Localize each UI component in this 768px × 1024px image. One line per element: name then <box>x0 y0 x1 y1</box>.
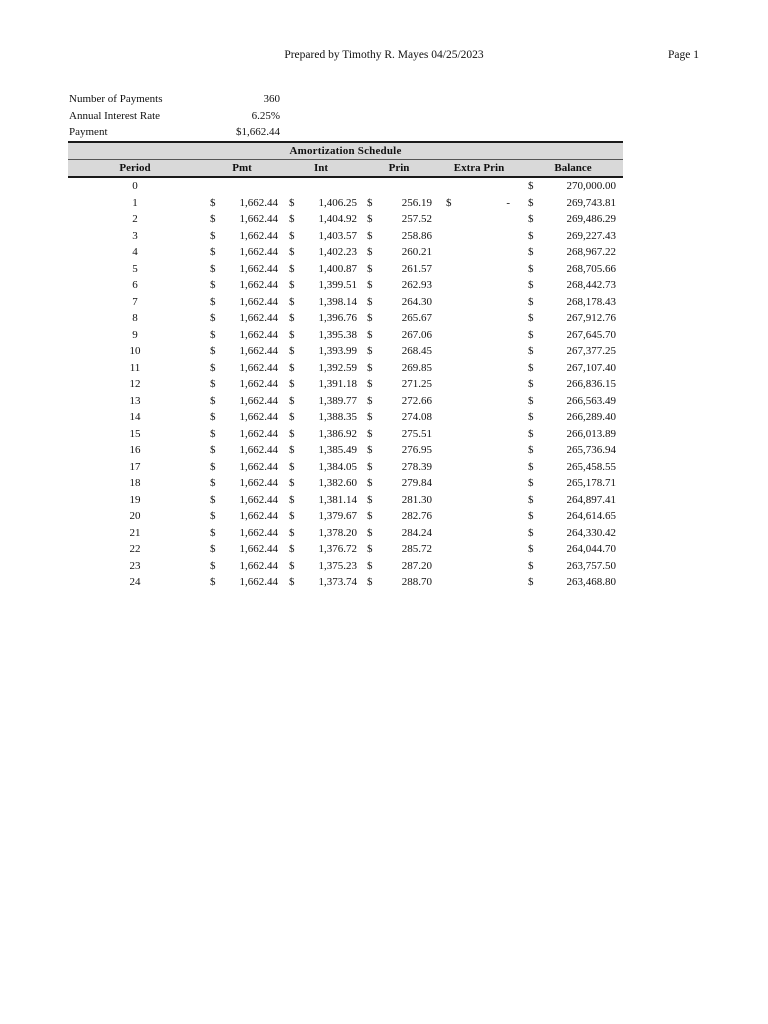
currency-sign: $ <box>528 526 534 539</box>
period-cell: 24 <box>129 576 141 588</box>
int-cell: 1,375.23 <box>318 559 357 572</box>
currency-sign: $ <box>528 460 534 473</box>
table-row <box>68 343 623 360</box>
prin-cell: 256.19 <box>401 196 432 209</box>
int-cell: 1,378.20 <box>318 526 357 539</box>
int-cell: 1,384.05 <box>318 460 357 473</box>
balance-cell: 267,107.40 <box>566 361 616 374</box>
balance-cell: 268,178.43 <box>566 295 616 308</box>
summary-label: Payment <box>69 126 108 139</box>
table-row <box>68 261 623 278</box>
currency-sign: $ <box>289 262 295 275</box>
currency-sign: $ <box>367 444 373 456</box>
int-cell: 1,393.99 <box>318 345 357 357</box>
currency-sign: $ <box>367 510 373 522</box>
int-cell: 1,392.59 <box>318 361 357 374</box>
pmt-cell: 1,662.44 <box>239 444 278 456</box>
pmt-cell: 1,662.44 <box>239 493 278 506</box>
table-row <box>68 211 623 228</box>
currency-sign: $ <box>289 576 295 588</box>
period-cell: 0 <box>132 180 138 192</box>
currency-sign: $ <box>367 526 373 539</box>
currency-sign: $ <box>210 460 216 473</box>
currency-sign: $ <box>210 279 216 291</box>
pmt-cell: 1,662.44 <box>239 196 278 209</box>
table-row <box>68 178 623 195</box>
prin-cell: 262.93 <box>401 279 432 291</box>
balance-cell: 267,912.76 <box>566 312 616 324</box>
pmt-cell: 1,662.44 <box>239 526 278 539</box>
pmt-cell: 1,662.44 <box>239 312 278 324</box>
table-row <box>68 541 623 558</box>
prin-cell: 287.20 <box>401 559 432 572</box>
currency-sign: $ <box>528 444 534 456</box>
balance-cell: 266,836.15 <box>566 378 616 390</box>
currency-sign: $ <box>528 493 534 506</box>
pmt-cell: 1,662.44 <box>239 477 278 489</box>
table-row <box>68 195 623 212</box>
prin-cell: 281.30 <box>401 493 432 506</box>
int-cell: 1,396.76 <box>318 312 357 324</box>
currency-sign: $ <box>289 312 295 324</box>
table-row <box>68 409 623 426</box>
currency-sign: $ <box>289 279 295 291</box>
balance-cell: 264,897.41 <box>566 493 616 506</box>
prin-cell: 275.51 <box>401 427 432 440</box>
pmt-cell: 1,662.44 <box>239 460 278 473</box>
table-row <box>68 558 623 575</box>
prin-cell: 279.84 <box>401 477 432 489</box>
currency-sign: $ <box>289 510 295 522</box>
currency-sign: $ <box>289 394 295 407</box>
balance-cell: 264,044.70 <box>566 543 616 555</box>
balance-cell: 269,486.29 <box>566 213 616 225</box>
prin-cell: 265.67 <box>401 312 432 324</box>
currency-sign: $ <box>210 510 216 522</box>
prin-cell: 260.21 <box>401 246 432 258</box>
currency-sign: $ <box>289 378 295 390</box>
period-cell: 1 <box>132 196 138 209</box>
currency-sign: $ <box>210 394 216 407</box>
prin-cell: 264.30 <box>401 295 432 308</box>
currency-sign: $ <box>289 559 295 572</box>
pmt-cell: 1,662.44 <box>239 213 278 225</box>
currency-sign: $ <box>528 345 534 357</box>
currency-sign: $ <box>289 477 295 489</box>
table-row <box>68 426 623 443</box>
pmt-cell: 1,662.44 <box>239 543 278 555</box>
int-cell: 1,404.92 <box>318 213 357 225</box>
balance-cell: 265,736.94 <box>566 444 616 456</box>
table-row <box>68 492 623 509</box>
prin-cell: 284.24 <box>401 526 432 539</box>
pmt-cell: 1,662.44 <box>239 411 278 423</box>
currency-sign: $ <box>446 196 452 209</box>
prin-cell: 274.08 <box>401 411 432 423</box>
currency-sign: $ <box>289 229 295 242</box>
column-header-period: Period <box>119 162 151 174</box>
prin-cell: 285.72 <box>401 543 432 555</box>
currency-sign: $ <box>289 328 295 341</box>
currency-sign: $ <box>289 246 295 258</box>
pmt-cell: 1,662.44 <box>239 262 278 275</box>
currency-sign: $ <box>210 543 216 555</box>
pmt-cell: 1,662.44 <box>239 246 278 258</box>
currency-sign: $ <box>367 328 373 341</box>
period-cell: 21 <box>129 526 141 539</box>
currency-sign: $ <box>210 411 216 423</box>
int-cell: 1,379.67 <box>318 510 357 522</box>
currency-sign: $ <box>528 559 534 572</box>
page-header <box>0 47 768 63</box>
period-cell: 19 <box>129 493 141 506</box>
column-header-pmt: Pmt <box>232 162 252 174</box>
currency-sign: $ <box>289 295 295 308</box>
currency-sign: $ <box>367 378 373 390</box>
pmt-cell: 1,662.44 <box>239 378 278 390</box>
period-cell: 18 <box>129 477 141 489</box>
balance-cell: 266,013.89 <box>566 427 616 440</box>
pmt-cell: 1,662.44 <box>239 361 278 374</box>
currency-sign: $ <box>528 361 534 374</box>
summary-value: 6.25% <box>251 109 280 122</box>
balance-cell: 263,468.80 <box>566 576 616 588</box>
currency-sign: $ <box>367 361 373 374</box>
balance-cell: 269,743.81 <box>566 196 616 209</box>
currency-sign: $ <box>289 345 295 357</box>
period-cell: 9 <box>132 328 138 341</box>
column-header-row <box>68 160 623 178</box>
table-row <box>68 327 623 344</box>
currency-sign: $ <box>289 493 295 506</box>
currency-sign: $ <box>210 213 216 225</box>
summary-value: $1,662.44 <box>236 126 280 139</box>
currency-sign: $ <box>367 312 373 324</box>
currency-sign: $ <box>367 477 373 489</box>
currency-sign: $ <box>367 279 373 291</box>
summary-row-payment <box>69 124 284 141</box>
table-row <box>68 393 623 410</box>
pmt-cell: 1,662.44 <box>239 576 278 588</box>
loan-summary <box>69 91 284 141</box>
currency-sign: $ <box>528 411 534 423</box>
column-header-extra-prin: Extra Prin <box>453 162 505 174</box>
balance-cell: 269,227.43 <box>566 229 616 242</box>
currency-sign: $ <box>367 394 373 407</box>
pmt-cell: 1,662.44 <box>239 559 278 572</box>
prin-cell: 276.95 <box>401 444 432 456</box>
pmt-cell: 1,662.44 <box>239 427 278 440</box>
currency-sign: $ <box>289 411 295 423</box>
currency-sign: $ <box>367 493 373 506</box>
currency-sign: $ <box>367 576 373 588</box>
period-cell: 2 <box>132 213 138 225</box>
currency-sign: $ <box>367 229 373 242</box>
currency-sign: $ <box>210 328 216 341</box>
balance-cell: 265,178.71 <box>566 477 616 489</box>
currency-sign: $ <box>289 196 295 209</box>
balance-cell: 268,967.22 <box>566 246 616 258</box>
currency-sign: $ <box>367 295 373 308</box>
prepared-by-text: Prepared by Timothy R. Mayes 04/25/2023 <box>284 49 484 61</box>
period-cell: 13 <box>129 394 141 407</box>
currency-sign: $ <box>528 378 534 390</box>
int-cell: 1,373.74 <box>318 576 357 588</box>
int-cell: 1,388.35 <box>318 411 357 423</box>
table-row <box>68 508 623 525</box>
int-cell: 1,402.23 <box>318 246 357 258</box>
int-cell: 1,389.77 <box>318 394 357 407</box>
currency-sign: $ <box>528 477 534 489</box>
balance-cell: 268,705.66 <box>566 262 616 275</box>
balance-cell: 266,563.49 <box>566 394 616 407</box>
int-cell: 1,386.92 <box>318 427 357 440</box>
period-cell: 23 <box>129 559 141 572</box>
prin-cell: 272.66 <box>401 394 432 407</box>
period-cell: 7 <box>132 295 138 308</box>
currency-sign: $ <box>528 196 534 209</box>
prin-cell: 268.45 <box>401 345 432 357</box>
balance-cell: 263,757.50 <box>566 559 616 572</box>
balance-cell: 264,330.42 <box>566 526 616 539</box>
currency-sign: $ <box>210 312 216 324</box>
page-number: Page 1 <box>668 49 699 61</box>
prin-cell: 288.70 <box>401 576 432 588</box>
balance-cell: 270,000.00 <box>566 180 616 192</box>
currency-sign: $ <box>289 460 295 473</box>
currency-sign: $ <box>528 295 534 308</box>
currency-sign: $ <box>289 361 295 374</box>
int-cell: 1,400.87 <box>318 262 357 275</box>
schedule-title: Amortization Schedule <box>68 141 623 160</box>
currency-sign: $ <box>367 427 373 440</box>
currency-sign: $ <box>528 394 534 407</box>
currency-sign: $ <box>289 444 295 456</box>
balance-cell: 264,614.65 <box>566 510 616 522</box>
currency-sign: $ <box>528 328 534 341</box>
currency-sign: $ <box>367 559 373 572</box>
pmt-cell: 1,662.44 <box>239 394 278 407</box>
currency-sign: $ <box>528 229 534 242</box>
int-cell: 1,385.49 <box>318 444 357 456</box>
table-row <box>68 525 623 542</box>
currency-sign: $ <box>367 543 373 555</box>
table-row <box>68 294 623 311</box>
column-header-prin: Prin <box>388 162 410 174</box>
table-row <box>68 475 623 492</box>
period-cell: 16 <box>129 444 141 456</box>
summary-label: Number of Payments <box>69 93 163 105</box>
int-cell: 1,391.18 <box>318 378 357 390</box>
currency-sign: $ <box>210 427 216 440</box>
prin-cell: 257.52 <box>401 213 432 225</box>
prin-cell: 261.57 <box>401 262 432 275</box>
balance-cell: 267,377.25 <box>566 345 616 357</box>
period-cell: 22 <box>129 543 141 555</box>
int-cell: 1,406.25 <box>318 196 357 209</box>
pmt-cell: 1,662.44 <box>239 345 278 357</box>
currency-sign: $ <box>528 180 534 192</box>
prin-cell: 271.25 <box>401 378 432 390</box>
table-row <box>68 228 623 245</box>
int-cell: 1,403.57 <box>318 229 357 242</box>
prin-cell: 282.76 <box>401 510 432 522</box>
currency-sign: $ <box>528 576 534 588</box>
currency-sign: $ <box>528 510 534 522</box>
column-header-int: Int <box>313 162 329 174</box>
period-cell: 5 <box>132 262 138 275</box>
currency-sign: $ <box>528 543 534 555</box>
summary-label: Annual Interest Rate <box>69 109 161 122</box>
table-row <box>68 310 623 327</box>
int-cell: 1,382.60 <box>318 477 357 489</box>
period-cell: 4 <box>132 246 138 258</box>
int-cell: 1,381.14 <box>318 493 357 506</box>
int-cell: 1,398.14 <box>318 295 357 308</box>
table-row <box>68 360 623 377</box>
int-cell: 1,399.51 <box>318 279 357 291</box>
currency-sign: $ <box>367 246 373 258</box>
currency-sign: $ <box>367 262 373 275</box>
currency-sign: $ <box>528 213 534 225</box>
balance-cell: 266,289.40 <box>566 411 616 423</box>
table-row <box>68 442 623 459</box>
summary-row-number-of-payments <box>69 91 284 108</box>
currency-sign: $ <box>528 262 534 275</box>
prin-cell: 267.06 <box>401 328 432 341</box>
period-cell: 17 <box>129 460 141 473</box>
currency-sign: $ <box>367 345 373 357</box>
prin-cell: 269.85 <box>401 361 432 374</box>
currency-sign: $ <box>210 576 216 588</box>
currency-sign: $ <box>528 312 534 324</box>
currency-sign: $ <box>289 213 295 225</box>
currency-sign: $ <box>528 279 534 291</box>
currency-sign: $ <box>289 427 295 440</box>
period-cell: 8 <box>132 312 138 324</box>
currency-sign: $ <box>210 444 216 456</box>
balance-cell: 268,442.73 <box>566 279 616 291</box>
amortization-schedule-table <box>68 141 623 591</box>
currency-sign: $ <box>367 213 373 225</box>
period-cell: 14 <box>129 411 141 423</box>
table-row <box>68 277 623 294</box>
period-cell: 11 <box>129 361 141 374</box>
currency-sign: $ <box>367 411 373 423</box>
period-cell: 10 <box>129 345 141 357</box>
currency-sign: $ <box>210 229 216 242</box>
period-cell: 3 <box>132 229 138 242</box>
currency-sign: $ <box>210 295 216 308</box>
pmt-cell: 1,662.44 <box>239 328 278 341</box>
period-cell: 6 <box>132 279 138 291</box>
period-cell: 15 <box>129 427 141 440</box>
prin-cell: 278.39 <box>401 460 432 473</box>
pmt-cell: 1,662.44 <box>239 229 278 242</box>
summary-value: 360 <box>263 93 280 105</box>
period-cell: 12 <box>129 378 141 390</box>
prin-cell: 258.86 <box>401 229 432 242</box>
table-row <box>68 574 623 591</box>
currency-sign: $ <box>289 543 295 555</box>
currency-sign: $ <box>210 526 216 539</box>
currency-sign: $ <box>367 460 373 473</box>
currency-sign: $ <box>367 196 373 209</box>
currency-sign: $ <box>289 526 295 539</box>
pmt-cell: 1,662.44 <box>239 510 278 522</box>
currency-sign: $ <box>210 559 216 572</box>
table-row <box>68 244 623 261</box>
period-cell: 20 <box>129 510 141 522</box>
currency-sign: $ <box>210 196 216 209</box>
schedule-rows <box>68 178 623 591</box>
int-cell: 1,395.38 <box>318 328 357 341</box>
pmt-cell: 1,662.44 <box>239 295 278 308</box>
currency-sign: $ <box>528 246 534 258</box>
column-header-balance: Balance <box>554 162 592 174</box>
currency-sign: $ <box>528 427 534 440</box>
currency-sign: $ <box>210 378 216 390</box>
currency-sign: $ <box>210 493 216 506</box>
table-row <box>68 376 623 393</box>
currency-sign: $ <box>210 361 216 374</box>
extra-prin-cell: - <box>506 196 510 209</box>
currency-sign: $ <box>210 345 216 357</box>
table-row <box>68 459 623 476</box>
balance-cell: 265,458.55 <box>566 460 616 473</box>
currency-sign: $ <box>210 262 216 275</box>
currency-sign: $ <box>210 477 216 489</box>
int-cell: 1,376.72 <box>318 543 357 555</box>
pmt-cell: 1,662.44 <box>239 279 278 291</box>
balance-cell: 267,645.70 <box>566 328 616 341</box>
currency-sign: $ <box>210 246 216 258</box>
summary-row-annual-interest-rate <box>69 108 284 125</box>
